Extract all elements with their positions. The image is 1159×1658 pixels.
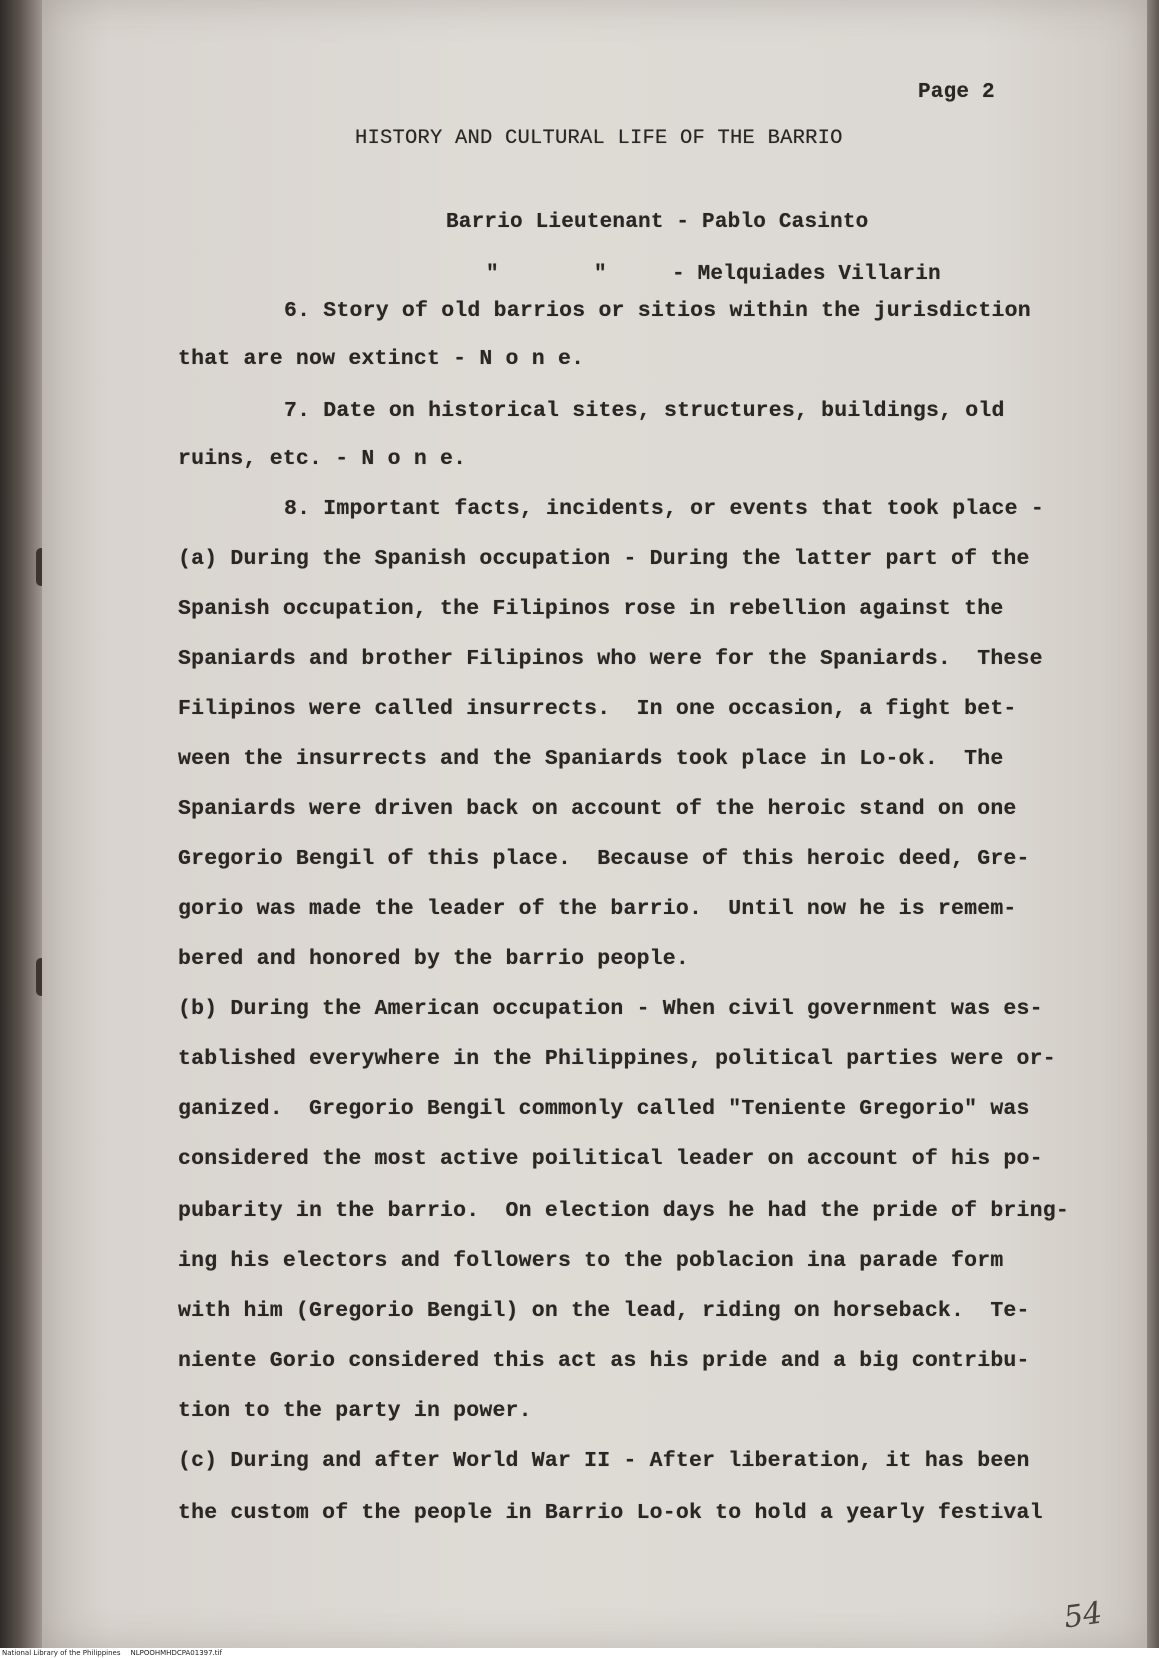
body-line: the custom of the people in Barrio Lo-ok to hold a yearly festival — [178, 1501, 1043, 1525]
body-line: pubarity in the barrio. On election days he had the pride of bring- — [178, 1199, 1069, 1223]
lieutenant-line-2: - Melquiades Villarin — [672, 263, 941, 286]
body-line: ing his electors and followers to the poblacion ina parade form — [178, 1249, 1004, 1273]
body-line: bered and honored by the barrio people. — [178, 947, 689, 971]
body-line: 8. Important facts, incidents, or events that took place - — [284, 497, 1044, 521]
body-line: 7. Date on historical sites, structures, buildings, old — [284, 399, 1005, 423]
ditto-mark: " — [594, 263, 607, 286]
body-line: Spaniards and brother Filipinos who were for the Spaniards. These — [178, 647, 1043, 671]
lieutenant-line-1: Barrio Lieutenant - Pablo Casinto — [446, 211, 869, 234]
body-line: ganized. Gregorio Bengil commonly called "Teniente Gregorio" was — [178, 1097, 1030, 1121]
page-label: Page 2 — [918, 81, 995, 104]
scan-footer-text — [2, 1649, 232, 1657]
body-line: (a) During the Spanish occupation - During the latter part of the — [178, 547, 1030, 571]
body-line: gorio was made the leader of the barrio. Until now he is remem- — [178, 897, 1017, 921]
body-line: ruins, etc. - N o n e. — [178, 447, 467, 471]
footer-institution: National Library of the Philippines — [2, 1649, 121, 1657]
body-line: Gregorio Bengil of this place. Because of this heroic deed, Gre- — [178, 847, 1030, 871]
body-line: Spanish occupation, the Filipinos rose in rebellion against the — [178, 597, 1004, 621]
body-line: tion to the party in power. — [178, 1399, 532, 1423]
body-line: ween the insurrects and the Spaniards took place in Lo-ok. The — [178, 747, 1004, 771]
body-line: Spaniards were driven back on account of the heroic stand on one — [178, 797, 1017, 821]
body-line: considered the most active poilitical leader on account of his po- — [178, 1147, 1043, 1171]
footer-file-id: NLPOOHMHDCPA01397.tif — [130, 1649, 222, 1657]
page-edge — [1147, 0, 1159, 1658]
body-line: niente Gorio considered this act as his pride and a big contribu- — [178, 1349, 1030, 1373]
body-line: with him (Gregorio Bengil) on the lead, riding on horseback. Te- — [178, 1299, 1030, 1323]
ditto-mark: " — [486, 263, 499, 286]
body-line: 6. Story of old barrios or sitios within the jurisdiction — [284, 299, 1031, 323]
body-line: that are now extinct - N o n e. — [178, 347, 585, 371]
body-line: (c) During and after World War II - After liberation, it has been — [178, 1449, 1030, 1473]
body-line: tablished everywhere in the Philippines, political parties were or- — [178, 1047, 1056, 1071]
handwritten-page-number: 54 — [1061, 1595, 1105, 1636]
body-line: Filipinos were called insurrects. In one occasion, a fight bet- — [178, 697, 1017, 721]
page-title: HISTORY AND CULTURAL LIFE OF THE BARRIO — [355, 127, 843, 150]
body-line: (b) During the American occupation - When civil government was es- — [178, 997, 1043, 1021]
book-gutter — [0, 0, 44, 1658]
